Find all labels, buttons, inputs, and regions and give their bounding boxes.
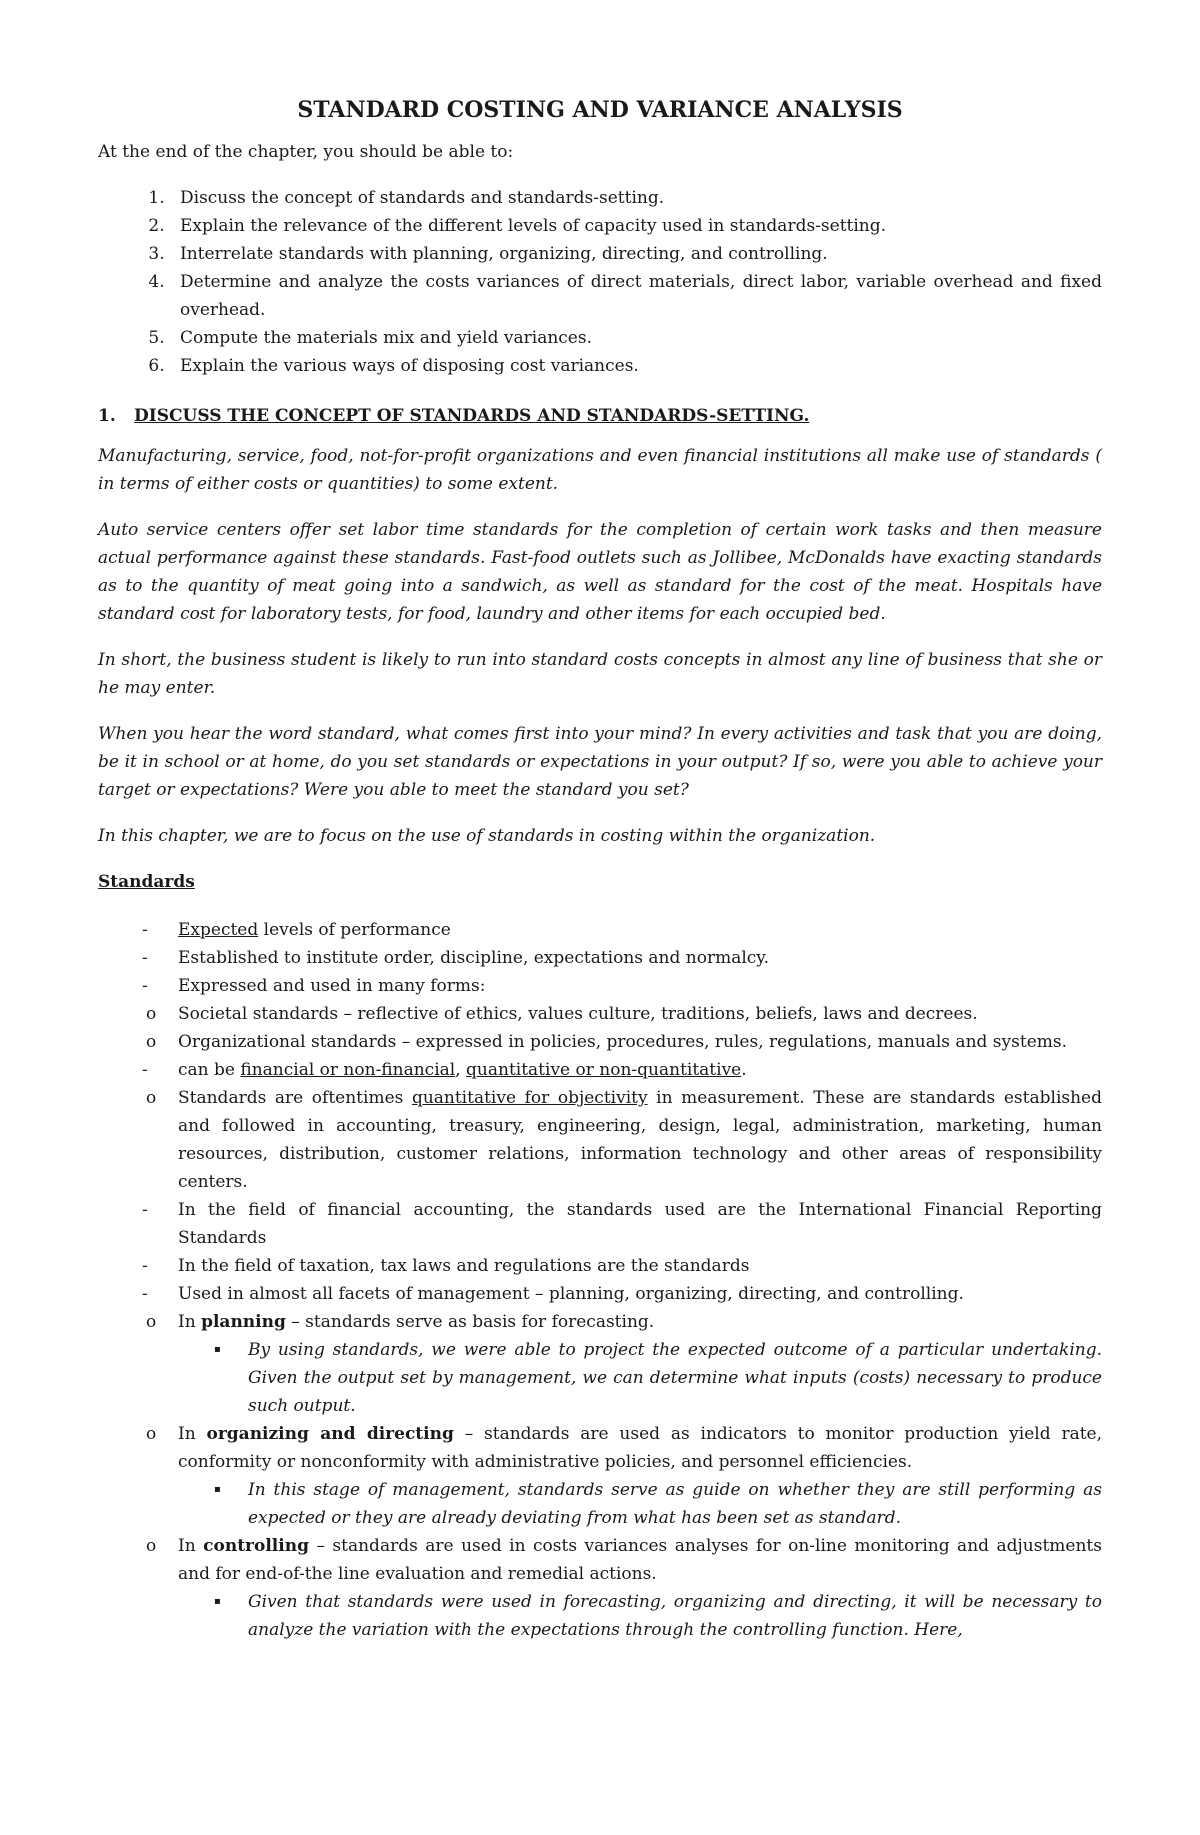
list-item-text: Established to institute order, discipline, expectations and normalcy.: [178, 948, 770, 968]
square-bullet: ▪: [214, 1344, 221, 1355]
objective-item: 5. Compute the materials mix and yield variances.: [170, 324, 1102, 352]
paragraph: Auto service centers offer set labor time standards for the completion of certain work tasks and then measure actual performance against these standards. Fast-food outlets such as Jollibee, McDonalds have exacting standards as to the quantity of meat going into a sandwich, as well as standard for the cost of the meat. Hospitals have standard cost for laboratory tests, for food, laundry and other items for each occupied bed.: [98, 520, 1102, 624]
detail-item-text: By using standards, we were able to project the expected outcome of a particular undertaking. Given the output set by management, we can determine what inputs (costs) necessary to produce such output.: [248, 1340, 1102, 1416]
detail-list: [178, 1476, 1102, 1532]
sub-list-item-text: In: [178, 1424, 207, 1444]
underlined-text: quantitative for objectivity: [411, 1088, 648, 1108]
circle-bullet: o: [146, 1312, 157, 1332]
document-title: STANDARD COSTING AND VARIANCE ANALYSIS: [297, 97, 903, 123]
sub-list-item: [108, 1084, 1102, 1196]
objective-item: 3. Interrelate standards with planning, organizing, directing, and controlling.: [170, 240, 1102, 268]
paragraph: Manufacturing, service, food, not-for-profit organizations and even financial institutions all make use of standards ( in terms of either costs or quantities) to some extent.: [98, 446, 1102, 494]
sub-list-item-text: In: [178, 1312, 202, 1332]
list-item: [98, 972, 1102, 1056]
detail-item: [178, 1336, 1102, 1420]
dash-bullet: -: [142, 1200, 148, 1220]
dash-bullet: -: [142, 1060, 148, 1080]
circle-bullet: o: [146, 1536, 157, 1556]
sub-list-item-text: – standards serve as basis for forecasting.: [285, 1312, 655, 1332]
intro-text: At the end of the chapter, you should be able to:: [98, 142, 514, 162]
list-item-text: can be: [178, 1060, 241, 1080]
paragraph: In this chapter, we are to focus on the use of standards in costing within the organization.: [98, 826, 876, 846]
circle-bullet: o: [146, 1088, 157, 1108]
circle-bullet: o: [146, 1004, 157, 1024]
list-item-text: In the field of taxation, tax laws and regulations are the standards: [178, 1256, 750, 1276]
detail-list: [178, 1336, 1102, 1420]
objective-item: 2. Explain the relevance of the different levels of capacity used in standards-setting.: [170, 212, 1102, 240]
section-title: DISCUSS THE CONCEPT OF STANDARDS AND STANDARDS-SETTING.: [134, 406, 810, 426]
sub-list-item-text: In: [178, 1536, 204, 1556]
list-item-text: Expressed and used in many forms:: [178, 976, 486, 996]
underlined-text: quantitative or non-quantitative: [466, 1060, 742, 1080]
list-item: [98, 1056, 1102, 1196]
sub-list-item: [108, 1532, 1102, 1644]
sub-list-item: [108, 1028, 1102, 1056]
list-item-text: Used in almost all facets of management – planning, organizing, directing, and controlling.: [178, 1284, 964, 1304]
paragraph: In short, the business student is likely to run into standard costs concepts in almost any line of business that she or he may enter.: [98, 650, 1102, 698]
sub-list-item: [108, 1308, 1102, 1420]
sub-list: [146, 1084, 1102, 1196]
objective-item: 6. Explain the various ways of disposing cost variances.: [170, 352, 1102, 380]
list-item-text: ,: [455, 1060, 467, 1080]
list-item-text: In the field of financial accounting, the standards used are the International Financial Reporting Standards: [178, 1200, 1102, 1248]
underlined-text: financial or non-financial: [240, 1060, 456, 1080]
sub-list-item-text: – standards are used in costs variances analyses for on-line monitoring and adjustments and for end-of-the line evaluation and remedial actions.: [178, 1536, 1102, 1584]
bold-term: planning: [201, 1312, 286, 1332]
square-bullet: ▪: [214, 1484, 221, 1495]
list-item: [98, 916, 1102, 944]
circle-bullet: o: [146, 1424, 157, 1444]
dash-bullet: -: [142, 948, 148, 968]
detail-item: [178, 1476, 1102, 1532]
dash-bullet: -: [142, 920, 148, 940]
list-item-text: .: [741, 1060, 747, 1080]
underlined-text: Expected: [178, 920, 259, 940]
detail-item-text: In this stage of management, standards serve as guide on whether they are still performing as expected or they are already deviating from what has been set as standard.: [248, 1480, 1102, 1528]
dash-bullet: -: [142, 1284, 148, 1304]
objectives-list: [98, 184, 1102, 380]
detail-item: [178, 1588, 1102, 1644]
list-item: [98, 1196, 1102, 1252]
section-number: 1.: [98, 406, 116, 426]
detail-item-text: Given that standards were used in forecasting, organizing and directing, it will be necessary to analyze the variation with the expectations through the controlling function. Here,: [248, 1592, 1102, 1640]
detail-list: [178, 1588, 1102, 1644]
sub-list-item-text: Standards are oftentimes: [178, 1088, 412, 1108]
dash-bullet: -: [142, 976, 148, 996]
list-item: [98, 944, 1102, 972]
objective-item: 4. Determine and analyze the costs variances of direct materials, direct labor, variable overhead and fixed overhead.: [170, 268, 1102, 324]
sub-list-item: [108, 1420, 1102, 1532]
circle-bullet: o: [146, 1032, 157, 1052]
sub-list-item-text: Societal standards – reflective of ethics, values culture, traditions, beliefs, laws and decrees.: [178, 1004, 978, 1024]
bold-term: controlling: [203, 1536, 309, 1556]
standards-list: [98, 916, 1102, 1644]
sub-list-item: [108, 1000, 1102, 1028]
sub-list-item-text: – standards are used as indicators to monitor production yield rate, conformity or nonconformity with administrative policies, and personnel efficiencies.: [178, 1424, 1102, 1472]
square-bullet: ▪: [214, 1596, 221, 1607]
list-item: [98, 1252, 1102, 1280]
sub-list-item-text: Organizational standards – expressed in policies, procedures, rules, regulations, manuals and systems.: [178, 1032, 1067, 1052]
objective-item: 1. Discuss the concept of standards and standards-setting.: [170, 184, 1102, 212]
sub-list: [146, 1000, 1102, 1056]
section-heading: [98, 402, 1102, 430]
paragraph: When you hear the word standard, what comes first into your mind? In every activities and task that you are doing, be it in school or at home, do you set standards or expectations in your output? If so, were you able to achieve your target or expectations? Were you able to meet the standard you set?: [98, 724, 1102, 800]
bold-term: organizing and directing: [206, 1424, 454, 1444]
dash-bullet: -: [142, 1256, 148, 1276]
list-item: [98, 1280, 1102, 1644]
sub-list-item-text: in measurement. These are standards established and followed in accounting, treasury, engineering, design, legal, administration, marketing, human resources, distribution, customer relations, information technology and other areas of responsibility centers.: [178, 1088, 1102, 1192]
standards-heading: Standards: [98, 872, 195, 892]
sub-list: [146, 1308, 1102, 1644]
list-item-text: levels of performance: [258, 920, 451, 940]
